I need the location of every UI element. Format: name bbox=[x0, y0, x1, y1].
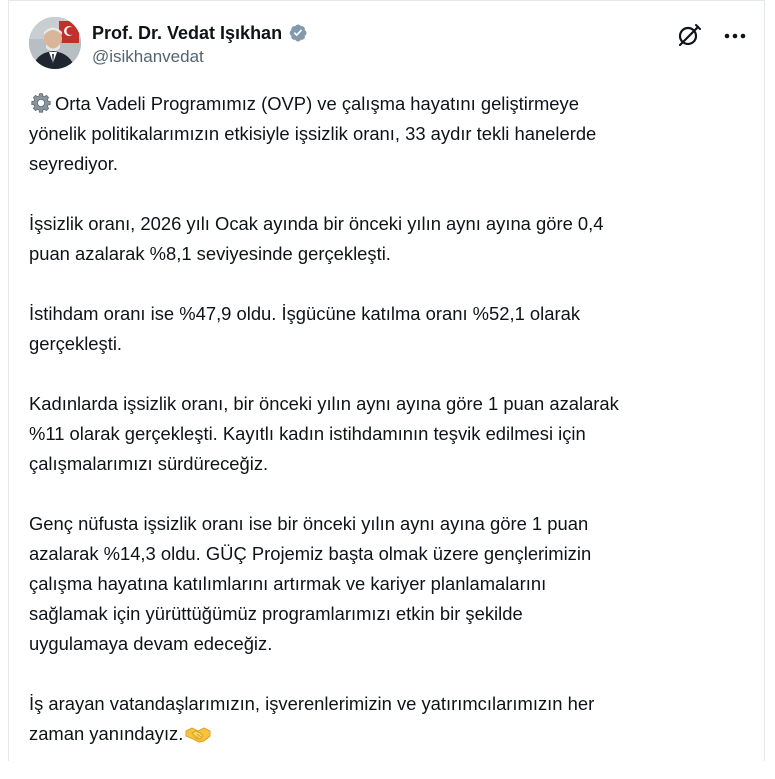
tweet-line: Genç nüfusta işsizlik oranı ise bir önceki yılın aynı ayına göre 1 puan bbox=[29, 513, 589, 534]
tweet-paragraph-3 bbox=[29, 299, 729, 359]
avatar[interactable] bbox=[29, 17, 81, 69]
tweet-line: İş arayan vatandaşlarımızın, işverenlerimizin ve yatırımcılarımızın her bbox=[29, 693, 595, 714]
tweet-line: seyrediyor. bbox=[29, 153, 118, 174]
display-name[interactable]: Prof. Dr. Vedat Işıkhan bbox=[92, 22, 283, 43]
tweet-line: sağlamak için yürüttüğümüz programlarımızı etkin bir şekilde bbox=[29, 603, 523, 624]
tweet-text bbox=[29, 89, 729, 779]
tweet-paragraph-2 bbox=[29, 209, 729, 269]
tweet-paragraph-1 bbox=[29, 89, 729, 179]
tweet-header bbox=[29, 17, 752, 73]
tweet-line bbox=[29, 719, 729, 749]
handshake-emoji-icon bbox=[185, 723, 211, 745]
tweet-line: uygulamaya devam edeceğiz. bbox=[29, 633, 273, 654]
tweet-card bbox=[8, 0, 765, 761]
tweet-line: gerçekleşti. bbox=[29, 333, 123, 354]
grok-icon[interactable] bbox=[676, 23, 702, 49]
gear-emoji-icon bbox=[29, 91, 53, 115]
tweet-line-text: zaman yanındayız. bbox=[29, 723, 184, 744]
tweet-paragraph-6 bbox=[29, 689, 729, 749]
tweet-line: Kadınlarda işsizlik oranı, bir önceki yılın aynı ayına göre 1 puan azalarak bbox=[29, 393, 619, 414]
tweet-line: çalışmalarımızı sürdüreceğiz. bbox=[29, 453, 269, 474]
tweet-paragraph-5 bbox=[29, 509, 729, 659]
tweet-line: puan azalarak %8,1 seviyesinde gerçekleşti. bbox=[29, 243, 391, 264]
tweet-line: yönelik politikalarımızın etkisiyle işsizlik oranı, 33 aydır tekli hanelerde bbox=[29, 123, 597, 144]
tweet-line: İstihdam oranı ise %47,9 oldu. İşgücüne katılma oranı %52,1 olarak bbox=[29, 303, 581, 324]
more-options-icon[interactable] bbox=[722, 25, 748, 47]
author-names bbox=[92, 20, 308, 67]
tweet-line: İşsizlik oranı, 2026 yılı Ocak ayında bir önceki yılın aynı ayına göre 0,4 bbox=[29, 213, 604, 234]
verified-badge-icon[interactable] bbox=[288, 23, 308, 43]
tweet-paragraph-4 bbox=[29, 389, 729, 479]
display-name-row bbox=[92, 20, 308, 46]
tweet-line: %11 olarak gerçekleşti. Kayıtlı kadın istihdamının teşvik edilmesi için bbox=[29, 423, 586, 444]
tweet-line: çalışma hayatına katılımlarını artırmak ve kariyer planlamalarını bbox=[29, 573, 547, 594]
tweet-line: azalarak %14,3 oldu. GÜÇ Projemiz başta olmak üzere gençlerimizin bbox=[29, 543, 592, 564]
tweet-line bbox=[29, 89, 729, 119]
author-handle[interactable]: @isikhanvedat bbox=[92, 47, 204, 66]
tweet-line-text: Orta Vadeli Programımız (OVP) ve çalışma hayatını geliştirmeye bbox=[55, 93, 579, 114]
